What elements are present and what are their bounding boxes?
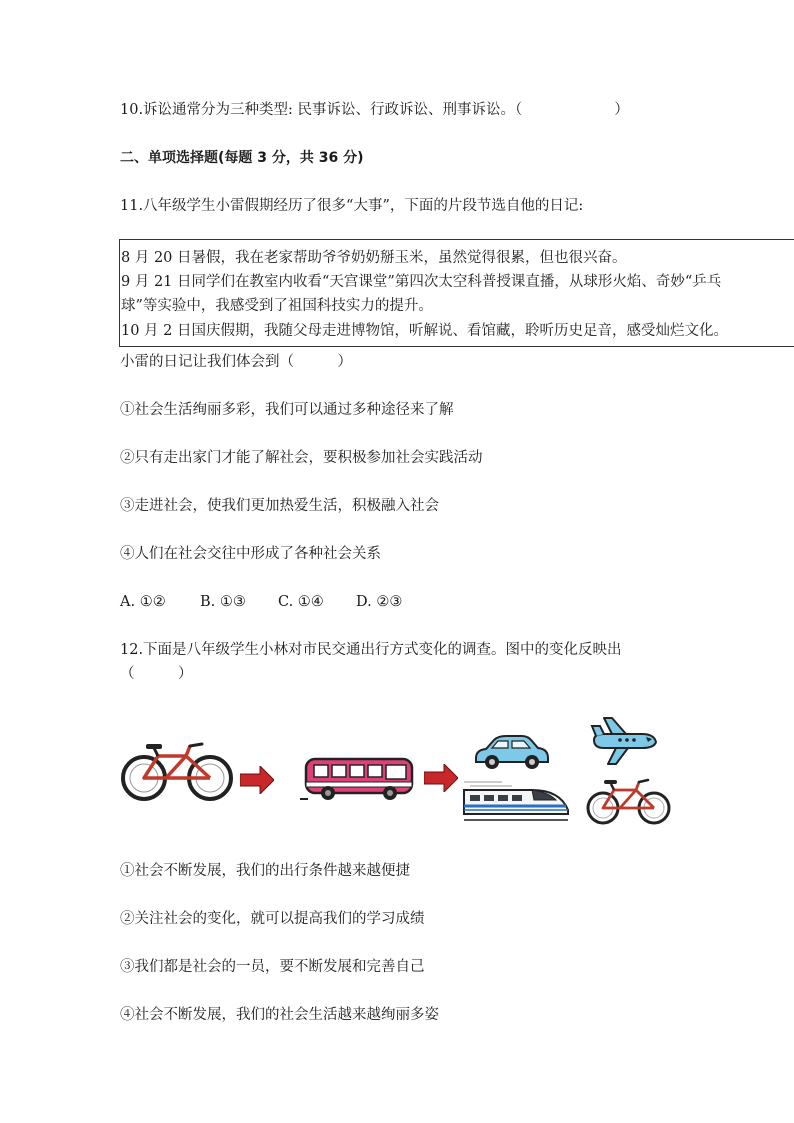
question-12-stem: 12.下面是八年级学生小林对市民交通出行方式变化的调查。图中的变化反映出 <box>120 642 622 658</box>
arrow-right-icon <box>424 764 458 792</box>
q12-statement-3: ③我们都是社会的一员，要不断发展和完善自己 <box>120 959 425 975</box>
q12-statement-2: ②关注社会的变化，就可以提高我们的学习成绩 <box>120 911 425 927</box>
diary-line: 球”等实验中，我感受到了祖国科技实力的提升。 <box>121 298 433 314</box>
option-d[interactable]: D. ②③ <box>356 594 403 610</box>
question-11-prompt: 小雷的日记让我们体会到（ ） <box>120 354 352 370</box>
option-b[interactable]: B. ①③ <box>200 594 246 610</box>
diary-line: 9 月 21 日同学们在教室内收看“天宫课堂”第四次太空科普授课直播，从球形火焰、奇妙“乒乓 <box>121 274 722 290</box>
statement-4: ④人们在社会交往中形成了各种社会关系 <box>120 546 381 562</box>
section-title: 二、单项选择题(每题 3 分，共 36 分) <box>120 150 364 166</box>
diary-line: 8 月 20 日暑假，我在老家帮助爷爷奶奶掰玉米，虽然觉得很累，但也很兴奋。 <box>121 250 627 266</box>
statement-1: ①社会生活绚丽多彩，我们可以通过多种途径来了解 <box>120 402 454 418</box>
arrow-right-icon <box>240 766 274 794</box>
question-10-blank-close: ） <box>614 102 629 118</box>
car-icon <box>472 732 550 772</box>
question-10-text: 10.诉讼通常分为三种类型: 民事诉讼、行政诉讼、刑事诉讼。（ <box>120 102 523 118</box>
q12-statement-4: ④社会不断发展，我们的社会生活越来越绚丽多姿 <box>120 1007 439 1023</box>
option-c[interactable]: C. ①④ <box>278 594 324 610</box>
question-10 <box>120 100 629 120</box>
diary-excerpt-box <box>119 239 794 347</box>
question-11-stem: 11.八年级学生小雷假期经历了很多“大事”，下面的片段节选自他的日记: <box>120 198 584 214</box>
answer-options <box>120 592 402 612</box>
statement-2: ②只有走出家门才能了解社会，要积极参加社会实践活动 <box>120 450 483 466</box>
diary-line: 10 月 2 日国庆假期，我随父母走进博物馆，听解说、看馆藏，聆听历史足音，感受灿烂文化。 <box>121 323 728 339</box>
question-12-blank: （ ） <box>120 666 193 682</box>
bicycle-icon <box>586 776 672 826</box>
bus-icon <box>300 755 416 803</box>
statement-3: ③走进社会，使我们更加热爱生活，积极融入社会 <box>120 498 439 514</box>
option-a[interactable]: A. ①② <box>120 594 166 610</box>
q12-statement-1: ①社会不断发展，我们的出行条件越来越便捷 <box>120 863 410 879</box>
train-icon <box>462 776 570 824</box>
airplane-icon <box>590 716 658 766</box>
bicycle-icon <box>120 738 236 804</box>
